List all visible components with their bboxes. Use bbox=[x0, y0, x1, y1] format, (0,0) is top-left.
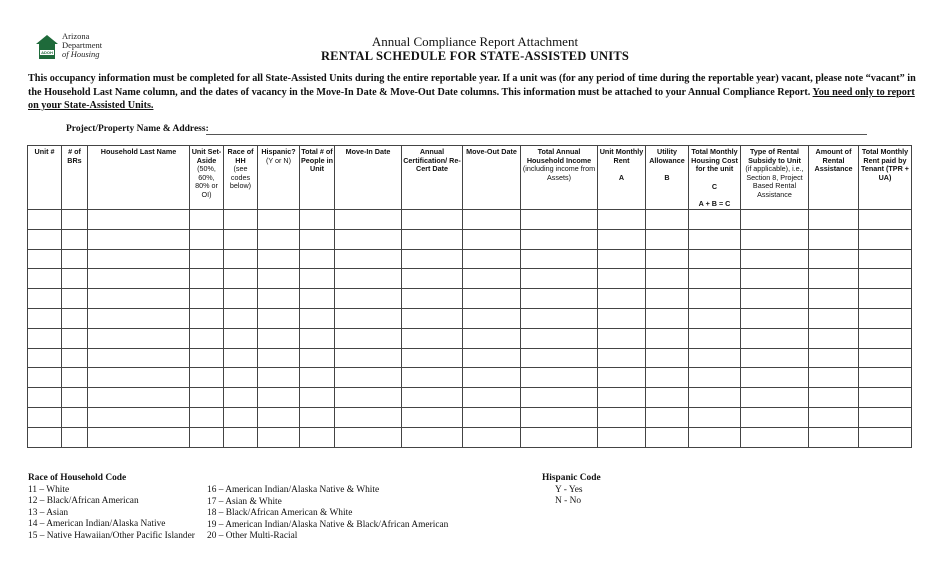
race-code-legend-continued bbox=[207, 485, 448, 543]
cell-unit-set-aside[interactable] bbox=[190, 388, 224, 408]
cell-unit-set-aside[interactable] bbox=[190, 368, 224, 388]
rental-schedule-table bbox=[27, 145, 912, 448]
cell-move-out-date[interactable] bbox=[463, 269, 521, 289]
cell-num-brs[interactable] bbox=[62, 308, 88, 328]
cell-move-in-date[interactable] bbox=[335, 368, 402, 388]
cell-num-brs[interactable] bbox=[62, 407, 88, 427]
col-header-rental-assistance bbox=[809, 146, 859, 210]
hispanic-code-item: N - No bbox=[555, 496, 582, 506]
table-row bbox=[28, 328, 912, 348]
col-header-note: (50%, 60%, 80% or OI) bbox=[195, 164, 218, 199]
cell-rental-assistance[interactable] bbox=[809, 308, 859, 328]
cell-move-in-date[interactable] bbox=[335, 388, 402, 408]
cell-total-people[interactable] bbox=[300, 407, 335, 427]
cell-total-annual-income[interactable] bbox=[521, 328, 598, 348]
race-code-item: 11 – White bbox=[28, 484, 70, 495]
table-body bbox=[28, 209, 912, 447]
table-row bbox=[28, 368, 912, 388]
cell-total-housing-cost[interactable] bbox=[689, 368, 741, 388]
cell-total-housing-cost[interactable] bbox=[689, 229, 741, 249]
cell-total-housing-cost[interactable] bbox=[689, 328, 741, 348]
cell-total-annual-income[interactable] bbox=[521, 209, 598, 229]
col-header-title: Type of Rental Subsidy to Unit bbox=[748, 147, 801, 165]
col-header-note: (if applicable), i.e., Section 8, Project Based Rental Assistance bbox=[745, 164, 804, 199]
cell-hispanic[interactable] bbox=[258, 269, 300, 289]
cell-total-annual-income[interactable] bbox=[521, 269, 598, 289]
cell-num-brs[interactable] bbox=[62, 289, 88, 309]
cell-rent-paid-by-tenant[interactable] bbox=[859, 427, 912, 447]
cell-unit-set-aside[interactable] bbox=[190, 269, 224, 289]
cell-rental-subsidy-type[interactable] bbox=[741, 328, 809, 348]
cell-num-brs[interactable] bbox=[62, 388, 88, 408]
col-header-title: Race of HH bbox=[227, 147, 254, 165]
cell-move-in-date[interactable] bbox=[335, 427, 402, 447]
cell-rent-paid-by-tenant[interactable] bbox=[859, 348, 912, 368]
cell-rental-subsidy-type[interactable] bbox=[741, 348, 809, 368]
cell-unit-monthly-rent[interactable] bbox=[598, 269, 646, 289]
cell-unit-number[interactable] bbox=[28, 229, 62, 249]
col-header-title: Total # of People in Unit bbox=[301, 147, 333, 174]
cell-rental-assistance[interactable] bbox=[809, 209, 859, 229]
cell-rental-assistance[interactable] bbox=[809, 368, 859, 388]
cell-rental-subsidy-type[interactable] bbox=[741, 427, 809, 447]
cell-rent-paid-by-tenant[interactable] bbox=[859, 407, 912, 427]
col-header-hispanic bbox=[258, 146, 300, 210]
cell-total-annual-income[interactable] bbox=[521, 249, 598, 269]
cell-num-brs[interactable] bbox=[62, 348, 88, 368]
col-header-move-in-date bbox=[335, 146, 402, 210]
cell-total-housing-cost[interactable] bbox=[689, 249, 741, 269]
cell-move-out-date[interactable] bbox=[463, 308, 521, 328]
col-header-race-of-hh bbox=[224, 146, 258, 210]
cell-rent-paid-by-tenant[interactable] bbox=[859, 308, 912, 328]
cell-unit-monthly-rent[interactable] bbox=[598, 308, 646, 328]
cell-utility-allowance[interactable] bbox=[646, 388, 689, 408]
cell-move-out-date[interactable] bbox=[463, 368, 521, 388]
cell-num-brs[interactable] bbox=[62, 209, 88, 229]
cell-unit-monthly-rent[interactable] bbox=[598, 289, 646, 309]
cell-unit-set-aside[interactable] bbox=[190, 348, 224, 368]
table-row bbox=[28, 289, 912, 309]
cell-move-out-date[interactable] bbox=[463, 209, 521, 229]
race-code-item: 16 – American Indian/Alaska Native & White bbox=[207, 485, 380, 495]
cell-move-out-date[interactable] bbox=[463, 249, 521, 269]
logo-line2: Department bbox=[62, 40, 103, 50]
col-header-title: # of BRs bbox=[67, 147, 82, 165]
cell-annual-cert[interactable] bbox=[402, 388, 463, 408]
project-name-field[interactable] bbox=[206, 134, 867, 135]
cell-race-of-hh[interactable] bbox=[224, 388, 258, 408]
cell-unit-number[interactable] bbox=[28, 269, 62, 289]
cell-hispanic[interactable] bbox=[258, 249, 300, 269]
col-header-letter: A bbox=[618, 173, 625, 183]
cell-race-of-hh[interactable] bbox=[224, 249, 258, 269]
table-row bbox=[28, 308, 912, 328]
table-row bbox=[28, 388, 912, 408]
cell-hispanic[interactable] bbox=[258, 289, 300, 309]
cell-rental-assistance[interactable] bbox=[809, 269, 859, 289]
col-header-utility-allowance bbox=[646, 146, 689, 210]
race-code-item: 17 – Asian & White bbox=[207, 496, 282, 507]
cell-household-last-name[interactable] bbox=[88, 269, 190, 289]
cell-hispanic[interactable] bbox=[258, 209, 300, 229]
cell-total-people[interactable] bbox=[300, 348, 335, 368]
cell-total-people[interactable] bbox=[300, 209, 335, 229]
cell-total-people[interactable] bbox=[300, 388, 335, 408]
cell-household-last-name[interactable] bbox=[88, 427, 190, 447]
col-header-title: Total Monthly Housing Cost for the unit bbox=[691, 147, 738, 174]
cell-race-of-hh[interactable] bbox=[224, 289, 258, 309]
cell-hispanic[interactable] bbox=[258, 348, 300, 368]
race-code-heading: Race of Household Code bbox=[28, 473, 127, 483]
cell-move-in-date[interactable] bbox=[335, 269, 402, 289]
col-header-household-last-name bbox=[88, 146, 190, 210]
cell-total-annual-income[interactable] bbox=[521, 348, 598, 368]
col-header-note: (see codes below) bbox=[229, 164, 252, 191]
cell-hispanic[interactable] bbox=[258, 308, 300, 328]
col-header-unit-monthly-rent bbox=[598, 146, 646, 210]
cell-annual-cert[interactable] bbox=[402, 407, 463, 427]
cell-rental-subsidy-type[interactable] bbox=[741, 269, 809, 289]
table-row bbox=[28, 229, 912, 249]
cell-rental-subsidy-type[interactable] bbox=[741, 229, 809, 249]
col-header-title: Annual Certification/ Re-Cert Date bbox=[403, 147, 461, 174]
cell-num-brs[interactable] bbox=[62, 368, 88, 388]
table-row bbox=[28, 209, 912, 229]
col-header-title: Hispanic? bbox=[261, 147, 296, 156]
cell-race-of-hh[interactable] bbox=[224, 407, 258, 427]
cell-rent-paid-by-tenant[interactable] bbox=[859, 289, 912, 309]
cell-total-annual-income[interactable] bbox=[521, 368, 598, 388]
cell-total-housing-cost[interactable] bbox=[689, 427, 741, 447]
cell-annual-cert[interactable] bbox=[402, 249, 463, 269]
cell-household-last-name[interactable] bbox=[88, 348, 190, 368]
cell-num-brs[interactable] bbox=[62, 229, 88, 249]
col-header-rent-paid-by-tenant bbox=[859, 146, 912, 210]
cell-rental-assistance[interactable] bbox=[809, 427, 859, 447]
cell-utility-allowance[interactable] bbox=[646, 328, 689, 348]
cell-move-out-date[interactable] bbox=[463, 388, 521, 408]
cell-unit-monthly-rent[interactable] bbox=[598, 348, 646, 368]
logo-line3: of Housing bbox=[62, 49, 100, 59]
cell-unit-number[interactable] bbox=[28, 407, 62, 427]
cell-move-out-date[interactable] bbox=[463, 289, 521, 309]
cell-rental-subsidy-type[interactable] bbox=[741, 249, 809, 269]
cell-household-last-name[interactable] bbox=[88, 209, 190, 229]
cell-unit-set-aside[interactable] bbox=[190, 328, 224, 348]
cell-move-out-date[interactable] bbox=[463, 427, 521, 447]
race-code-item: 19 – American Indian/Alaska Native & Black/African American bbox=[207, 519, 449, 530]
cell-unit-number[interactable] bbox=[28, 289, 62, 309]
race-code-item: 13 – Asian bbox=[28, 507, 69, 518]
cell-move-in-date[interactable] bbox=[335, 407, 402, 427]
cell-race-of-hh[interactable] bbox=[224, 209, 258, 229]
table-row bbox=[28, 348, 912, 368]
cell-total-annual-income[interactable] bbox=[521, 308, 598, 328]
cell-rental-assistance[interactable] bbox=[809, 388, 859, 408]
cell-rent-paid-by-tenant[interactable] bbox=[859, 249, 912, 269]
cell-rental-assistance[interactable] bbox=[809, 229, 859, 249]
cell-household-last-name[interactable] bbox=[88, 229, 190, 249]
cell-total-housing-cost[interactable] bbox=[689, 348, 741, 368]
col-header-rental-subsidy-type bbox=[741, 146, 809, 210]
col-header-title: Household Last Name bbox=[100, 147, 177, 156]
col-header-total-annual-income bbox=[521, 146, 598, 210]
cell-unit-number[interactable] bbox=[28, 328, 62, 348]
cell-unit-number[interactable] bbox=[28, 249, 62, 269]
race-code-item: 18 – Black/African American & White bbox=[207, 508, 353, 518]
cell-household-last-name[interactable] bbox=[88, 388, 190, 408]
cell-unit-number[interactable] bbox=[28, 308, 62, 328]
cell-move-out-date[interactable] bbox=[463, 348, 521, 368]
cell-utility-allowance[interactable] bbox=[646, 249, 689, 269]
cell-utility-allowance[interactable] bbox=[646, 427, 689, 447]
cell-move-in-date[interactable] bbox=[335, 328, 402, 348]
cell-num-brs[interactable] bbox=[62, 249, 88, 269]
cell-rental-assistance[interactable] bbox=[809, 289, 859, 309]
col-header-letter: C bbox=[711, 181, 718, 191]
project-label: Project/Property Name & Address: bbox=[66, 124, 209, 134]
col-header-note: (including income from Assets) bbox=[522, 164, 596, 182]
cell-rental-subsidy-type[interactable] bbox=[741, 289, 809, 309]
cell-household-last-name[interactable] bbox=[88, 328, 190, 348]
cell-unit-set-aside[interactable] bbox=[190, 209, 224, 229]
cell-annual-cert[interactable] bbox=[402, 269, 463, 289]
cell-unit-number[interactable] bbox=[28, 209, 62, 229]
cell-annual-cert[interactable] bbox=[402, 328, 463, 348]
cell-race-of-hh[interactable] bbox=[224, 328, 258, 348]
cell-move-out-date[interactable] bbox=[463, 229, 521, 249]
col-header-formula: A + B = C bbox=[698, 199, 731, 209]
cell-hispanic[interactable] bbox=[258, 427, 300, 447]
cell-move-in-date[interactable] bbox=[335, 209, 402, 229]
cell-unit-set-aside[interactable] bbox=[190, 249, 224, 269]
col-header-note: (Y or N) bbox=[265, 155, 292, 165]
col-header-move-out-date bbox=[463, 146, 521, 210]
cell-num-brs[interactable] bbox=[62, 269, 88, 289]
cell-household-last-name[interactable] bbox=[88, 407, 190, 427]
col-header-annual-cert bbox=[402, 146, 463, 210]
cell-utility-allowance[interactable] bbox=[646, 289, 689, 309]
cell-unit-set-aside[interactable] bbox=[190, 427, 224, 447]
cell-utility-allowance[interactable] bbox=[646, 209, 689, 229]
cell-total-people[interactable] bbox=[300, 249, 335, 269]
cell-total-housing-cost[interactable] bbox=[689, 388, 741, 408]
cell-race-of-hh[interactable] bbox=[224, 269, 258, 289]
cell-move-in-date[interactable] bbox=[335, 249, 402, 269]
cell-utility-allowance[interactable] bbox=[646, 269, 689, 289]
race-code-item: 20 – Other Multi-Racial bbox=[207, 531, 298, 541]
table-row bbox=[28, 407, 912, 427]
cell-num-brs[interactable] bbox=[62, 328, 88, 348]
cell-total-people[interactable] bbox=[300, 328, 335, 348]
cell-move-in-date[interactable] bbox=[335, 348, 402, 368]
cell-utility-allowance[interactable] bbox=[646, 348, 689, 368]
race-code-item: 14 – American Indian/Alaska Native bbox=[28, 519, 166, 529]
cell-race-of-hh[interactable] bbox=[224, 348, 258, 368]
cell-annual-cert[interactable] bbox=[402, 308, 463, 328]
hispanic-code-heading: Hispanic Code bbox=[542, 473, 601, 483]
cell-hispanic[interactable] bbox=[258, 328, 300, 348]
cell-rental-subsidy-type[interactable] bbox=[741, 407, 809, 427]
cell-rent-paid-by-tenant[interactable] bbox=[859, 229, 912, 249]
cell-race-of-hh[interactable] bbox=[224, 308, 258, 328]
table-row bbox=[28, 249, 912, 269]
cell-move-in-date[interactable] bbox=[335, 308, 402, 328]
cell-unit-monthly-rent[interactable] bbox=[598, 328, 646, 348]
cell-rent-paid-by-tenant[interactable] bbox=[859, 209, 912, 229]
col-header-title: Unit # bbox=[34, 147, 55, 156]
cell-annual-cert[interactable] bbox=[402, 289, 463, 309]
col-header-title: Move-Out Date bbox=[466, 147, 517, 156]
cell-race-of-hh[interactable] bbox=[224, 229, 258, 249]
cell-utility-allowance[interactable] bbox=[646, 368, 689, 388]
cell-total-housing-cost[interactable] bbox=[689, 209, 741, 229]
cell-household-last-name[interactable] bbox=[88, 289, 190, 309]
cell-unit-number[interactable] bbox=[28, 368, 62, 388]
cell-rental-assistance[interactable] bbox=[809, 249, 859, 269]
col-header-total-housing-cost bbox=[689, 146, 741, 210]
cell-utility-allowance[interactable] bbox=[646, 229, 689, 249]
cell-household-last-name[interactable] bbox=[88, 249, 190, 269]
cell-hispanic[interactable] bbox=[258, 407, 300, 427]
page-subtitle: RENTAL SCHEDULE FOR STATE-ASSISTED UNITS bbox=[320, 49, 630, 63]
cell-unit-set-aside[interactable] bbox=[190, 229, 224, 249]
table-row bbox=[28, 427, 912, 447]
cell-unit-monthly-rent[interactable] bbox=[598, 407, 646, 427]
cell-rental-assistance[interactable] bbox=[809, 348, 859, 368]
instructions-underlined: You need only to report on your State-Assisted Units. bbox=[28, 86, 915, 111]
col-header-num-brs bbox=[62, 146, 88, 210]
cell-total-people[interactable] bbox=[300, 368, 335, 388]
cell-unit-number[interactable] bbox=[28, 348, 62, 368]
cell-unit-monthly-rent[interactable] bbox=[598, 388, 646, 408]
table-header-row bbox=[28, 146, 912, 210]
cell-unit-set-aside[interactable] bbox=[190, 289, 224, 309]
race-code-item: 15 – Native Hawaiian/Other Pacific Islander bbox=[28, 530, 195, 541]
col-header-title: Total Monthly Rent paid by Tenant (TPR + UA) bbox=[861, 147, 909, 182]
col-header-unit-number bbox=[28, 146, 62, 210]
cell-num-brs[interactable] bbox=[62, 427, 88, 447]
cell-rent-paid-by-tenant[interactable] bbox=[859, 328, 912, 348]
cell-rent-paid-by-tenant[interactable] bbox=[859, 388, 912, 408]
col-header-title: Total Annual Household Income bbox=[526, 147, 592, 165]
cell-hispanic[interactable] bbox=[258, 229, 300, 249]
cell-unit-set-aside[interactable] bbox=[190, 407, 224, 427]
cell-annual-cert[interactable] bbox=[402, 348, 463, 368]
cell-total-annual-income[interactable] bbox=[521, 427, 598, 447]
cell-unit-monthly-rent[interactable] bbox=[598, 368, 646, 388]
cell-move-in-date[interactable] bbox=[335, 229, 402, 249]
col-header-title: Amount of Rental Assistance bbox=[814, 147, 853, 174]
cell-rental-subsidy-type[interactable] bbox=[741, 368, 809, 388]
cell-total-annual-income[interactable] bbox=[521, 229, 598, 249]
cell-unit-monthly-rent[interactable] bbox=[598, 249, 646, 269]
cell-household-last-name[interactable] bbox=[88, 368, 190, 388]
cell-total-people[interactable] bbox=[300, 308, 335, 328]
cell-rent-paid-by-tenant[interactable] bbox=[859, 368, 912, 388]
cell-total-annual-income[interactable] bbox=[521, 407, 598, 427]
cell-unit-number[interactable] bbox=[28, 427, 62, 447]
cell-total-people[interactable] bbox=[300, 269, 335, 289]
race-code-legend bbox=[28, 473, 195, 542]
cell-total-people[interactable] bbox=[300, 289, 335, 309]
cell-move-in-date[interactable] bbox=[335, 289, 402, 309]
race-code-item: 12 – Black/African American bbox=[28, 496, 139, 506]
svg-text:ADOH: ADOH bbox=[41, 50, 53, 56]
col-header-unit-set-aside bbox=[190, 146, 224, 210]
cell-rental-subsidy-type[interactable] bbox=[741, 388, 809, 408]
table-row bbox=[28, 269, 912, 289]
cell-total-housing-cost[interactable] bbox=[689, 289, 741, 309]
cell-rental-subsidy-type[interactable] bbox=[741, 209, 809, 229]
cell-unit-monthly-rent[interactable] bbox=[598, 427, 646, 447]
col-header-title: Unit Monthly Rent bbox=[599, 147, 644, 165]
cell-race-of-hh[interactable] bbox=[224, 368, 258, 388]
cell-annual-cert[interactable] bbox=[402, 209, 463, 229]
logo-line1: Arizona bbox=[62, 31, 90, 41]
page-title: Annual Compliance Report Attachment bbox=[371, 34, 579, 49]
cell-rent-paid-by-tenant[interactable] bbox=[859, 269, 912, 289]
col-header-title: Move-In Date bbox=[345, 147, 391, 156]
hispanic-code-legend bbox=[542, 473, 601, 508]
cell-annual-cert[interactable] bbox=[402, 229, 463, 249]
instructions-text: This occupancy information must be completed for all State-Assisted Units during the entire reportable year. If a unit was (for any period of time during the reportable year) vacant, please note “vacant” in the Household Last Name column, and the dates of vacancy in the Move-In Date & Move-Out Date columns. This information must be attached to your Annual Compliance Report. bbox=[28, 73, 916, 98]
cell-annual-cert[interactable] bbox=[402, 427, 463, 447]
col-header-letter: B bbox=[664, 173, 670, 183]
instructions bbox=[28, 72, 916, 113]
col-header-title: Utility Allowance bbox=[649, 147, 685, 165]
cell-rental-assistance[interactable] bbox=[809, 407, 859, 427]
cell-household-last-name[interactable] bbox=[88, 308, 190, 328]
cell-utility-allowance[interactable] bbox=[646, 308, 689, 328]
cell-race-of-hh[interactable] bbox=[224, 427, 258, 447]
cell-total-people[interactable] bbox=[300, 427, 335, 447]
cell-unit-monthly-rent[interactable] bbox=[598, 209, 646, 229]
cell-move-out-date[interactable] bbox=[463, 328, 521, 348]
col-header-total-people bbox=[300, 146, 335, 210]
cell-total-annual-income[interactable] bbox=[521, 289, 598, 309]
cell-total-housing-cost[interactable] bbox=[689, 308, 741, 328]
cell-utility-allowance[interactable] bbox=[646, 407, 689, 427]
cell-annual-cert[interactable] bbox=[402, 368, 463, 388]
cell-total-annual-income[interactable] bbox=[521, 388, 598, 408]
cell-total-people[interactable] bbox=[300, 229, 335, 249]
cell-rental-subsidy-type[interactable] bbox=[741, 308, 809, 328]
cell-unit-number[interactable] bbox=[28, 388, 62, 408]
cell-unit-set-aside[interactable] bbox=[190, 308, 224, 328]
cell-hispanic[interactable] bbox=[258, 388, 300, 408]
cell-total-housing-cost[interactable] bbox=[689, 407, 741, 427]
cell-hispanic[interactable] bbox=[258, 368, 300, 388]
hispanic-code-item: Y - Yes bbox=[555, 484, 583, 495]
cell-total-housing-cost[interactable] bbox=[689, 269, 741, 289]
cell-move-out-date[interactable] bbox=[463, 407, 521, 427]
cell-rental-assistance[interactable] bbox=[809, 328, 859, 348]
cell-unit-monthly-rent[interactable] bbox=[598, 229, 646, 249]
col-header-title: Unit Set-Aside bbox=[191, 147, 222, 165]
